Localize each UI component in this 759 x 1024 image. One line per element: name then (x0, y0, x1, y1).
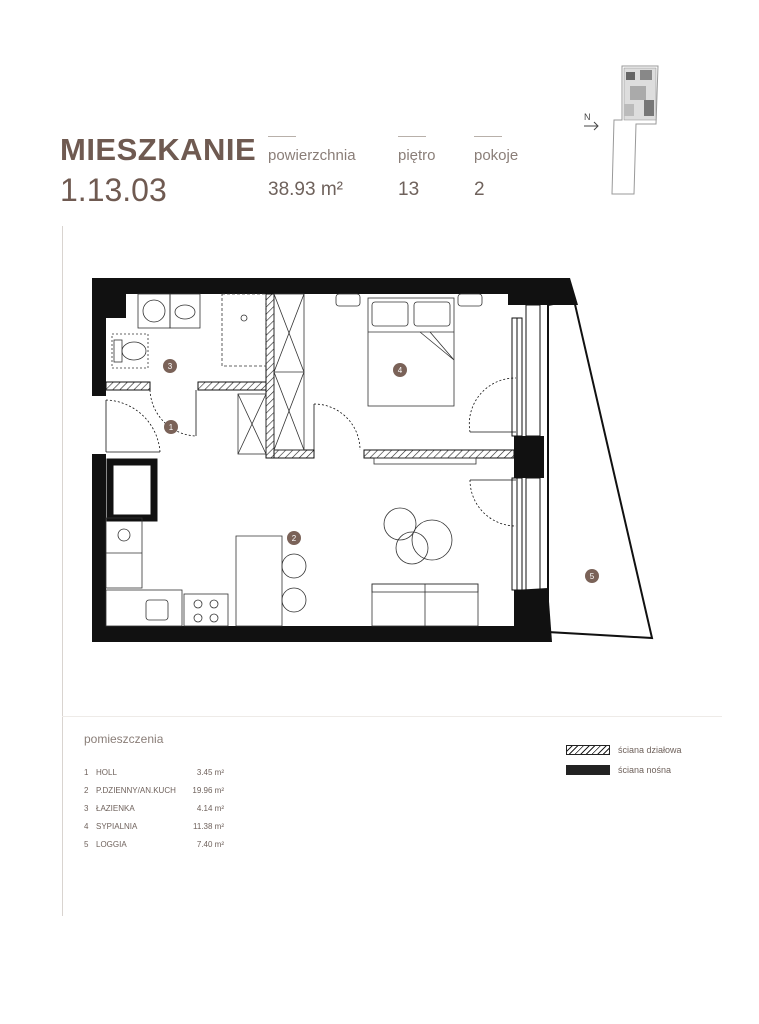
room-area: 7.40 m² (196, 840, 224, 849)
spec-floor-label: piętro (398, 147, 436, 164)
svg-text:5: 5 (589, 572, 595, 581)
spec-area-label: powierzchnia (268, 147, 356, 164)
svg-text:2: 2 (291, 534, 297, 543)
room-number: 4 (84, 822, 89, 831)
rooms-section-title: pomieszczenia (84, 732, 164, 746)
room-area: 19.96 m² (192, 786, 224, 795)
room-area: 3.45 m² (196, 768, 224, 777)
key-plan (584, 66, 658, 194)
room-marker (164, 420, 178, 434)
partition-walls (106, 294, 514, 458)
bedroom-furniture (336, 294, 482, 464)
svg-text:4: 4 (397, 366, 403, 375)
load-bearing-walls (92, 278, 578, 642)
north-label: N (584, 112, 591, 122)
room-area: 11.38 m² (193, 822, 224, 831)
room-row (84, 804, 224, 818)
apartment-code: 1.13.03 (60, 172, 167, 208)
solid-swatch-icon (566, 765, 610, 775)
room-marker (163, 359, 177, 373)
legend-label: ściana działowa (618, 745, 682, 755)
living-kitchen-furniture (106, 508, 478, 626)
spec-rooms-label: pokoje (474, 147, 519, 164)
room-marker (393, 363, 407, 377)
room-number: 3 (84, 804, 89, 813)
room-row (84, 840, 224, 854)
room-name: ŁAZIENKA (96, 804, 135, 813)
room-row (84, 822, 224, 836)
svg-text:3: 3 (167, 362, 173, 371)
room-area: 4.14 m² (196, 804, 224, 813)
room-number: 5 (84, 840, 89, 849)
room-name: P.DZIENNY/AN.KUCH (96, 786, 176, 795)
spec-rooms-value: 2 (474, 179, 485, 200)
loggia-outline (548, 300, 652, 638)
hatch-swatch-icon (566, 745, 610, 755)
room-row (84, 786, 224, 800)
room-marker (585, 569, 599, 583)
legend-label: ściana nośna (618, 765, 672, 775)
spec-floor-value: 13 (398, 179, 420, 200)
svg-text:1: 1 (168, 423, 174, 432)
room-name: LOGGIA (96, 840, 127, 849)
spec-area-value: 38.93 m² (268, 179, 343, 200)
north-arrow-icon (584, 122, 598, 130)
room-marker (287, 531, 301, 545)
room-number: 2 (84, 786, 89, 795)
page-title: MIESZKANIE (60, 132, 257, 167)
room-name: SYPIALNIA (96, 822, 138, 831)
bathroom-fixtures (112, 294, 266, 368)
room-row (84, 768, 224, 782)
room-name: HOLL (96, 768, 117, 777)
room-number: 1 (84, 768, 89, 777)
